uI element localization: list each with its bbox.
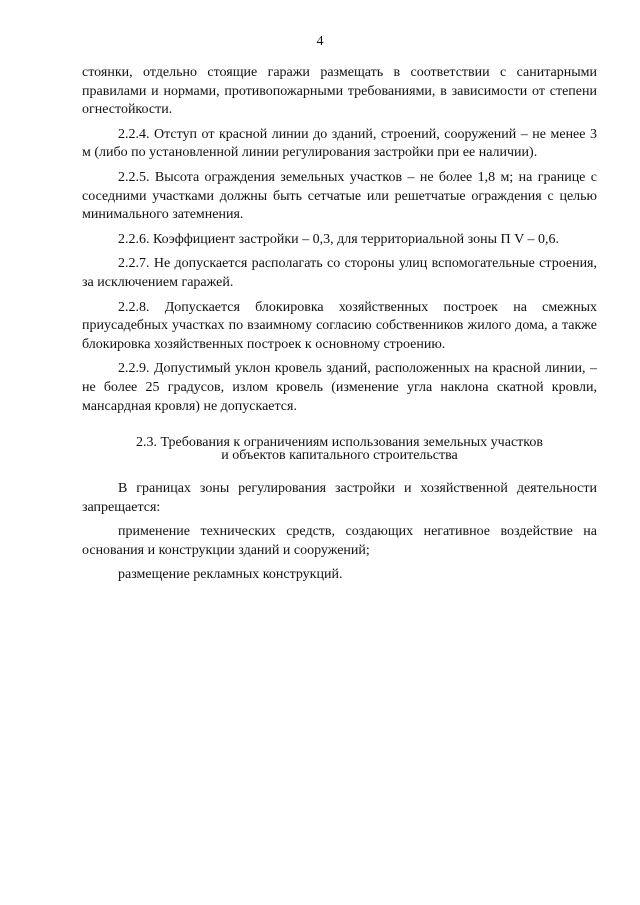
paragraph-restrictions-intro: В границах зоны регулирования застройки и хозяйственной деятельности запрещается: bbox=[82, 481, 597, 515]
page-number: 4 bbox=[316, 34, 324, 49]
paragraph-2-2-4: 2.2.4. Отступ от красной линии до зданий, строений, сооружений – не менее 3 м (либо по установленной линии регулирования застройки при ее наличии). bbox=[82, 126, 597, 161]
paragraph-2-2-8: 2.2.8. Допускается блокировка хозяйственных построек на смежных приусадебных участках по взаимному согласию собственников жилого дома, а также блокировка хозяйственных построек к основному строению. bbox=[82, 299, 597, 352]
paragraph-2-2-6: 2.2.6. Коэффициент застройки – 0,3, для территориальной зоны П V – 0,6. bbox=[118, 231, 559, 247]
paragraph-2-2-9: 2.2.9. Допустимый уклон кровель зданий, расположенных на красной линии, – не более 25 градусов, излом кровель (изменение угла наклона скатной кровли, мансардная кровля) не допускается. bbox=[82, 361, 597, 414]
paragraph-restriction-advertising: размещение рекламных конструкций. bbox=[118, 567, 343, 583]
paragraph-continuation: стоянки, отдельно стоящие гаражи размещать в соответствии с санитарными правилами и нормами, противопожарными требованиями, в зависимости от степени огнестойкости. bbox=[82, 65, 597, 118]
paragraph-2-2-5: 2.2.5. Высота ограждения земельных участков – не более 1,8 м; на границе с соседними участками должны быть сетчатые или решетчатые ограждения с целью минимального затемнения. bbox=[82, 169, 597, 223]
section-heading-line-1: 2.3. Требования к ограничениям использования земельных участков bbox=[136, 435, 543, 451]
section-heading-2-3 bbox=[82, 436, 597, 462]
paragraph-2-2-7: 2.2.7. Не допускается располагать со стороны улиц вспомогательные строения, за исключением гаражей. bbox=[82, 256, 597, 290]
paragraph-restriction-technical-means: применение технических средств, создающих негативное воздействие на основания и конструкции зданий и сооружений; bbox=[82, 524, 597, 558]
section-heading-line-2: и объектов капитального строительства bbox=[221, 448, 458, 464]
document-body bbox=[82, 64, 597, 589]
